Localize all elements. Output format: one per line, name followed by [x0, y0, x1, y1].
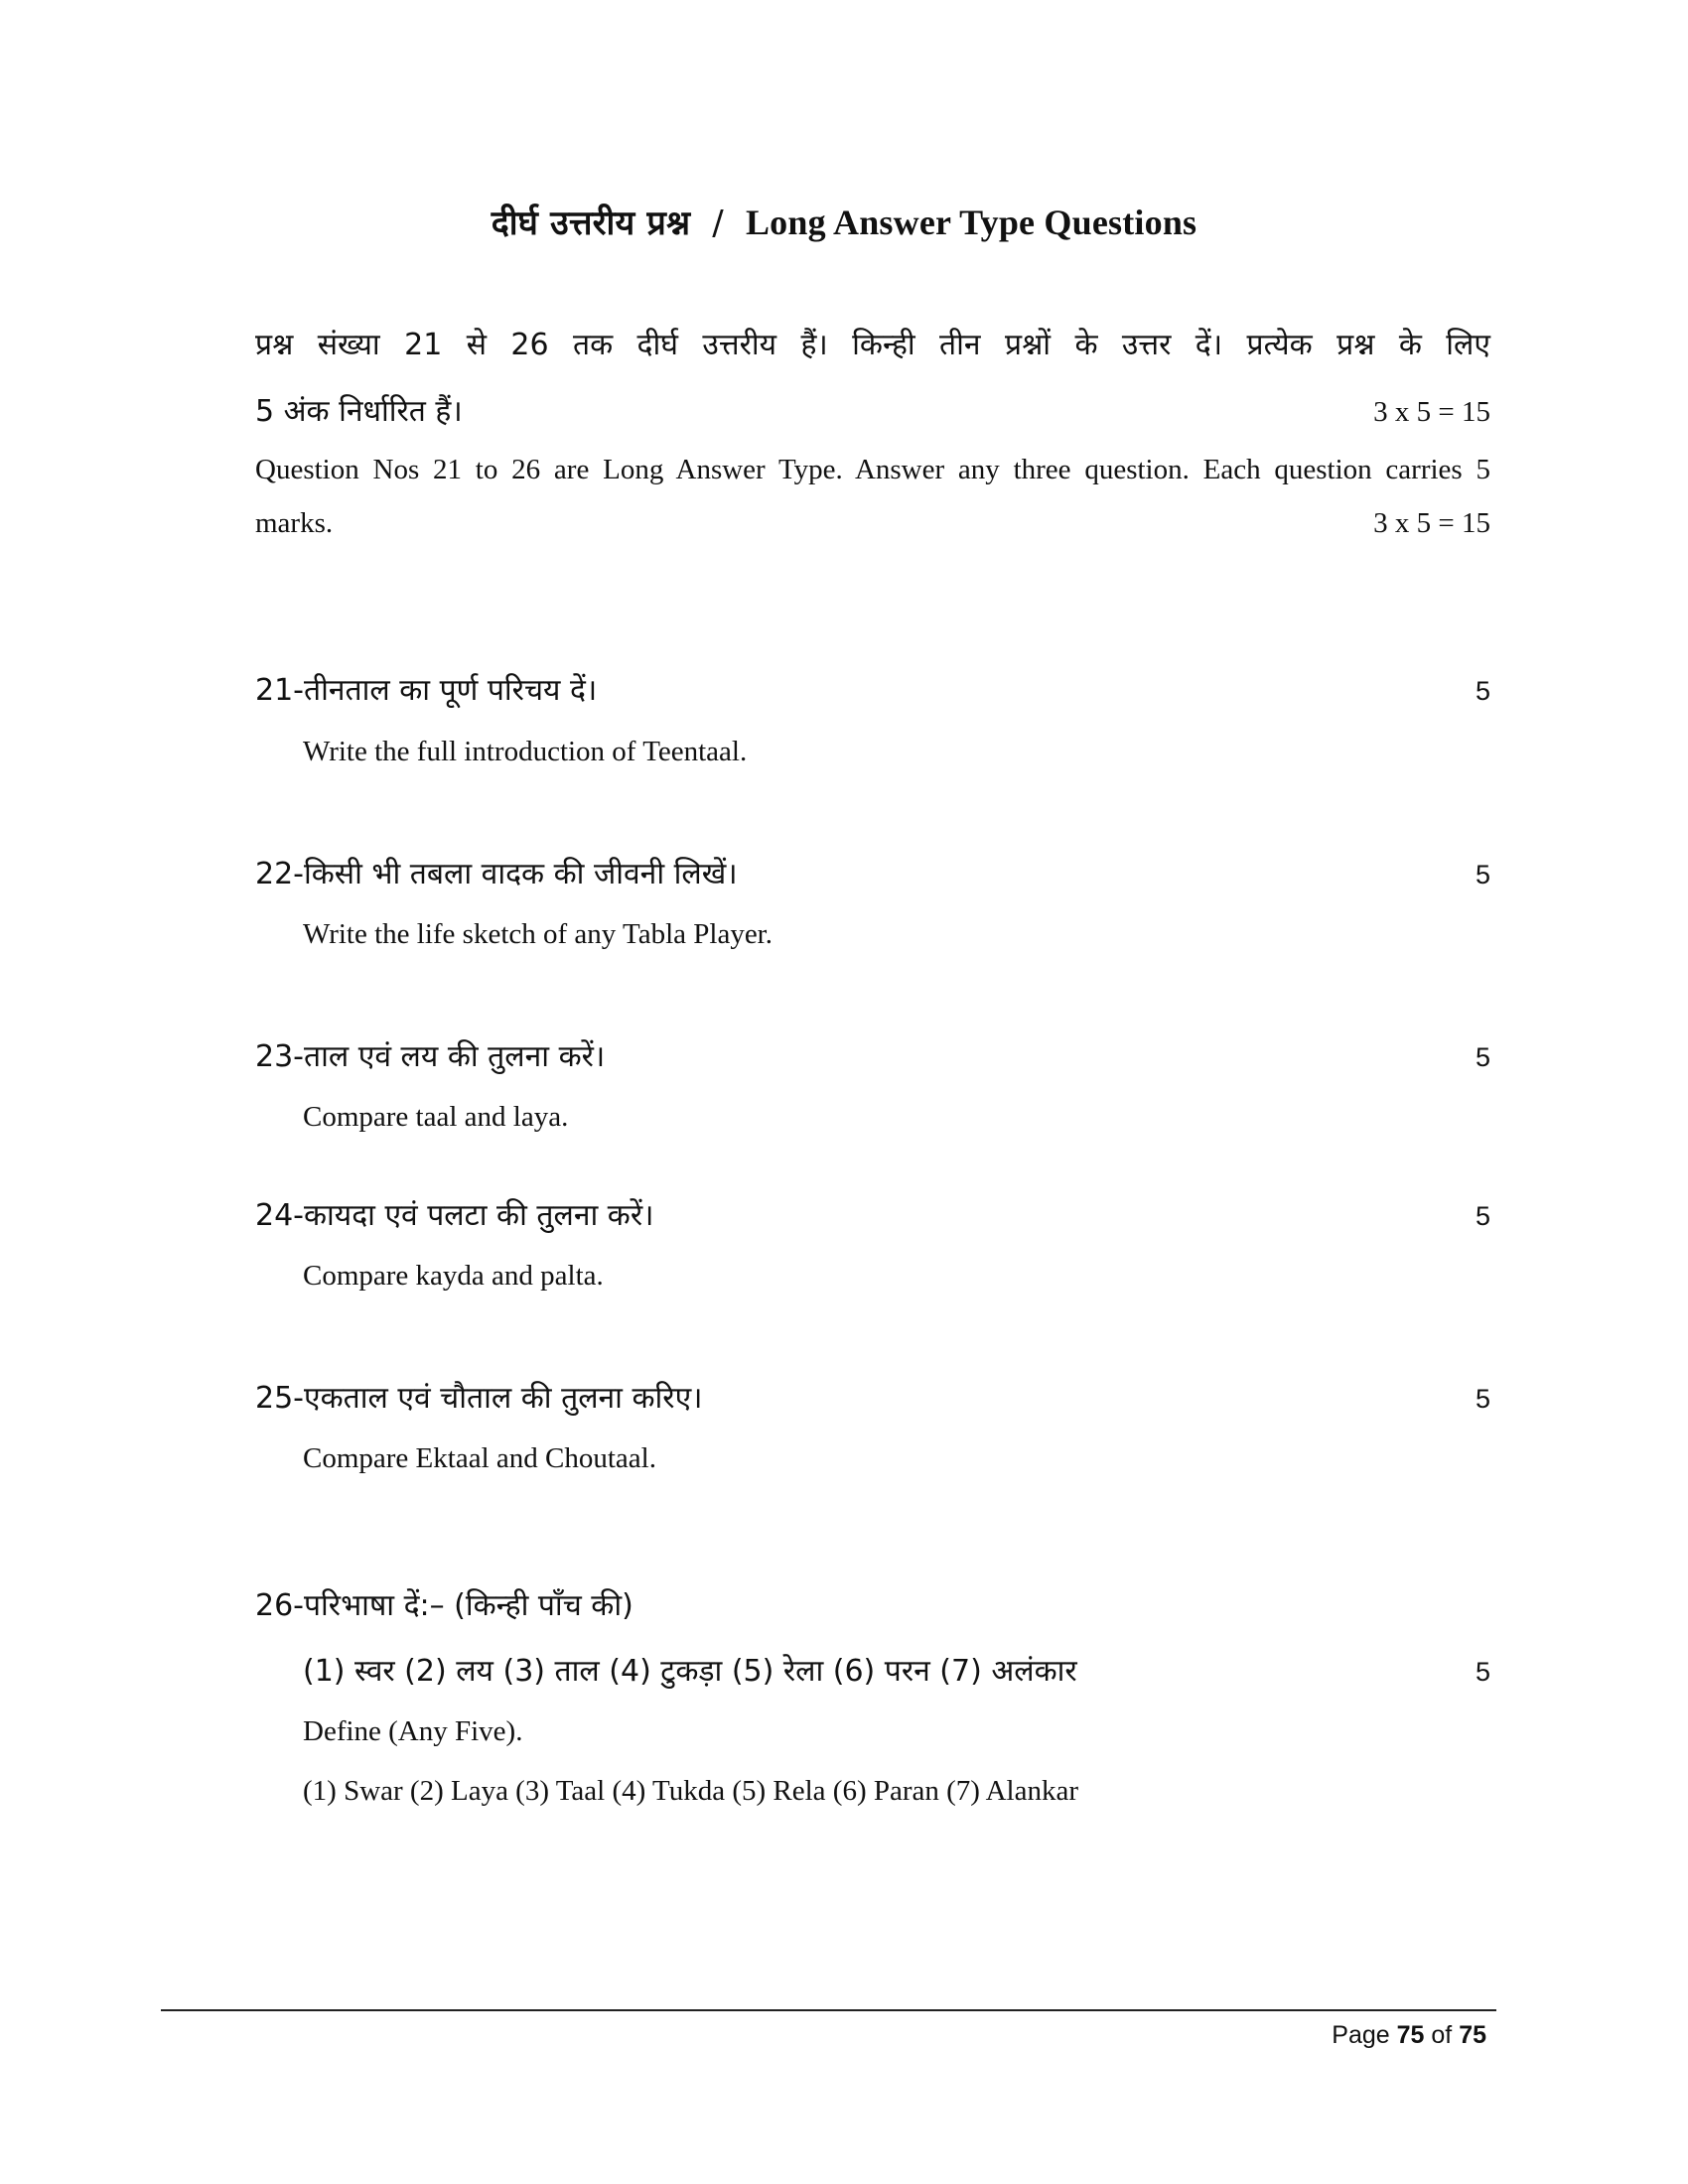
question-26 [255, 1583, 1490, 1624]
question-25 [255, 1376, 1490, 1417]
instructions-english-line2: marks. [255, 507, 334, 539]
heading-english: Long Answer Type Questions [745, 203, 1197, 242]
question-26-hindi-items: (1) स्वर (2) लय (3) ताल (4) टुकड़ा (5) रेला (6) परन (7) अलंकार [303, 1654, 1077, 1689]
question-21 [255, 668, 1490, 709]
heading-hindi: दीर्घ उत्तरीय प्रश्न [491, 204, 691, 243]
question-25-english: Compare Ektaal and Choutaal. [303, 1442, 656, 1474]
question-26-english-items: (1) Swar (2) Laya (3) Taal (4) Tukda (5) Rela (6) Paran (7) Alankar [303, 1775, 1078, 1807]
instructions-english-row [255, 507, 1490, 540]
question-25-hindi: 25-एकताल एवं चौताल की तुलना करिए। [255, 1381, 703, 1416]
page-number-footer [1332, 2021, 1486, 2050]
question-23-english: Compare taal and laya. [303, 1101, 569, 1133]
footer-page-number: 75 [1396, 2021, 1425, 2049]
question-26-english: Define (Any Five). [303, 1715, 523, 1747]
question-26-items-row [303, 1649, 1490, 1690]
question-24 [255, 1193, 1490, 1234]
instructions-hindi-row [255, 389, 1490, 430]
instructions-english-line1: Question Nos 21 to 26 are Long Answer Type. Answer any three question. Each question carries 5 [255, 454, 1490, 485]
footer-page-total: 75 [1459, 2021, 1486, 2049]
question-21-hindi: 21-तीनताल का पूर्ण परिचय दें। [255, 673, 598, 708]
question-23-hindi: 23-ताल एवं लय की तुलना करें। [255, 1039, 606, 1074]
footer-of-label: of [1431, 2021, 1453, 2049]
question-24-marks: 5 [1475, 1201, 1490, 1231]
question-23 [255, 1034, 1490, 1075]
question-23-marks: 5 [1475, 1042, 1490, 1072]
question-24-english: Compare kayda and palta. [303, 1260, 604, 1292]
question-22 [255, 852, 1490, 892]
question-21-marks: 5 [1475, 676, 1490, 706]
instructions-hindi-line2: 5 अंक निर्धारित हैं। [255, 394, 463, 429]
instructions-hindi-marks: 3 x 5 = 15 [1373, 396, 1490, 428]
footer-divider [161, 2009, 1496, 2011]
question-22-marks: 5 [1475, 860, 1490, 889]
footer-page-prefix: Page [1332, 2021, 1390, 2049]
question-24-hindi: 24-कायदा एवं पलटा की तुलना करें। [255, 1198, 654, 1233]
question-25-marks: 5 [1475, 1384, 1490, 1414]
instructions-english-marks: 3 x 5 = 15 [1373, 507, 1490, 539]
question-22-english: Write the life sketch of any Tabla Player. [303, 918, 773, 950]
question-21-english: Write the full introduction of Teentaal. [303, 736, 748, 767]
question-26-hindi: 26-परिभाषा दें:– (किन्ही पाँच की) [255, 1588, 633, 1623]
instructions-hindi-line1: प्रश्न संख्या 21 से 26 तक दीर्घ उत्तरीय हैं। किन्ही तीन प्रश्नों के उत्तर दें। प्रत्येक प्रश्न के लिए [255, 328, 1490, 362]
section-heading [0, 199, 1688, 244]
question-26-marks: 5 [1475, 1657, 1490, 1687]
question-22-hindi: 22-किसी भी तबला वादक की जीवनी लिखें। [255, 857, 738, 891]
heading-separator: / [712, 204, 724, 243]
